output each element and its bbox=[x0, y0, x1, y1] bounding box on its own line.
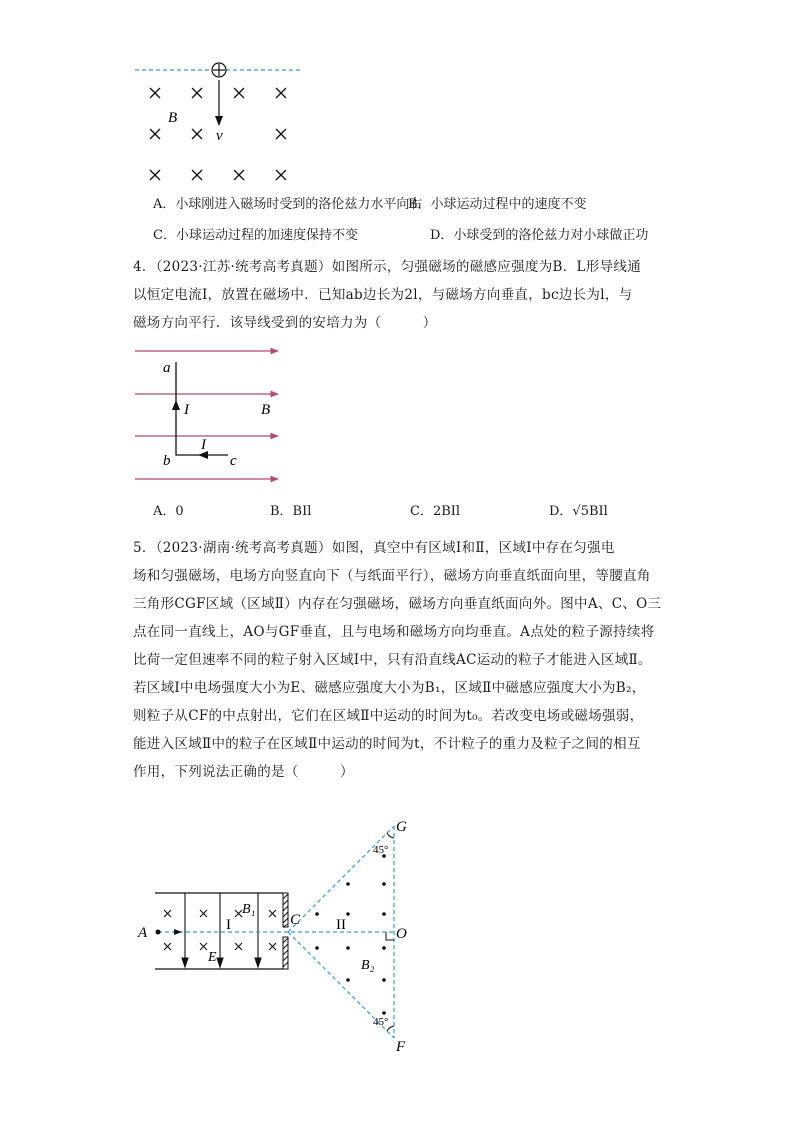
label-v: v bbox=[216, 128, 223, 144]
label-region-2: II bbox=[336, 917, 346, 933]
magnetic-field-lines bbox=[135, 351, 278, 479]
label-B1: B₁ bbox=[242, 902, 256, 917]
region-2-dots bbox=[315, 854, 386, 1015]
q3-option-c[interactable]: C．小球运动过程的加速度保持不变 bbox=[153, 228, 358, 243]
q5-line-5: 比荷一定但速率不同的粒子射入区域Ⅰ中，只有沿直线AC运动的粒子才能进入区域Ⅱ。 bbox=[133, 652, 652, 668]
q5-source: （2023·湖南·统考高考真题） bbox=[155, 540, 332, 556]
label-C: C bbox=[290, 912, 301, 928]
point-A bbox=[156, 930, 161, 935]
q4-source: （2023·江苏·统考高考真题） bbox=[155, 259, 332, 275]
label-I-horizontal: I bbox=[201, 437, 206, 453]
q3-option-a[interactable]: A．小球刚进入磁场时受到的洛伦兹力水平向右 bbox=[153, 197, 423, 212]
q3-figure bbox=[130, 58, 310, 188]
label-region-1: I bbox=[226, 917, 231, 933]
q4-number: 4． bbox=[133, 259, 156, 275]
slit-plates bbox=[283, 893, 288, 969]
q5-line-8: 能进入区域Ⅱ中的粒子在区域Ⅱ中运动的时间为t，不计粒子的重力及粒子之间的相互 bbox=[133, 736, 641, 752]
particle-direction-arrow bbox=[174, 929, 182, 935]
label-G: G bbox=[396, 819, 407, 835]
label-B: B bbox=[261, 402, 271, 418]
label-b: b bbox=[163, 453, 171, 469]
current-up-arrow bbox=[172, 400, 180, 410]
q5-line-4: 点在同一直线上，AO与GF垂直，且与电场和磁场方向均垂直。A点处的粒子源持续将 bbox=[133, 624, 655, 640]
q4-option-b[interactable]: B．BIl bbox=[270, 504, 312, 519]
q5-line-6: 若区域Ⅰ中电场强度大小为E、磁感应强度大小为B₁，区域Ⅱ中磁感应强度大小为B₂， bbox=[133, 680, 646, 696]
right-angle-mark bbox=[386, 932, 394, 940]
q5-line-1: 如图，真空中有区域Ⅰ和Ⅱ，区域Ⅰ中存在匀强电 bbox=[331, 540, 615, 556]
velocity-arrow bbox=[215, 80, 223, 126]
q5-line-2: 场和匀强磁场，电场方向竖直向下（与纸面平行），磁场方向垂直纸面向里，等腰直角 bbox=[133, 568, 651, 584]
q5-stem bbox=[133, 534, 663, 786]
label-c: c bbox=[230, 453, 237, 469]
label-O: O bbox=[396, 926, 407, 942]
q4-option-c[interactable]: C．2BIl bbox=[410, 504, 461, 519]
q5-number: 5． bbox=[133, 540, 156, 556]
label-B: B bbox=[168, 110, 178, 126]
q5-line-9: 作用，下列说法正确的是（ ） bbox=[133, 764, 354, 780]
angle-arc-top bbox=[387, 833, 394, 838]
positive-charge-icon bbox=[212, 63, 226, 77]
q4-stem bbox=[133, 253, 663, 337]
label-B2: B₂ bbox=[361, 958, 375, 973]
q3-option-b[interactable]: B．小球运动过程中的速度不变 bbox=[408, 197, 587, 212]
q4-line-3: 磁场方向平行．该导线受到的安培力为（ ） bbox=[133, 315, 437, 331]
label-F: F bbox=[396, 1039, 406, 1055]
q4-line-2: 以恒定电流I，放置在磁场中．已知ab边长为2l，与磁场方向垂直，bc边长为l，与 bbox=[133, 287, 633, 303]
label-angle-top: 45° bbox=[373, 844, 389, 856]
label-E: E bbox=[208, 950, 217, 965]
q3-option-d[interactable]: D．小球受到的洛伦兹力对小球做正功 bbox=[430, 228, 649, 243]
q4-option-d[interactable]: D．√5BIl bbox=[549, 504, 608, 519]
q4-line-1: 如图所示，匀强磁场的磁感应强度为B．L形导线通 bbox=[331, 259, 641, 275]
label-I-vertical: I bbox=[184, 402, 189, 418]
q4-option-a[interactable]: A．0 bbox=[153, 504, 184, 519]
label-A: A bbox=[138, 925, 148, 941]
label-a: a bbox=[163, 360, 171, 376]
q5-figure bbox=[130, 812, 420, 1057]
q4-figure bbox=[130, 340, 290, 485]
label-angle-bottom: 45° bbox=[373, 1016, 389, 1028]
q5-line-3: 三角形CGF区域（区域Ⅱ）内存在匀强磁场，磁场方向垂直纸面向外。图中A、C、O三 bbox=[133, 596, 662, 612]
q5-line-7: 则粒子从CF的中点射出，它们在区域Ⅱ中运动的时间为t₀。若改变电场或磁场强弱， bbox=[133, 708, 644, 724]
